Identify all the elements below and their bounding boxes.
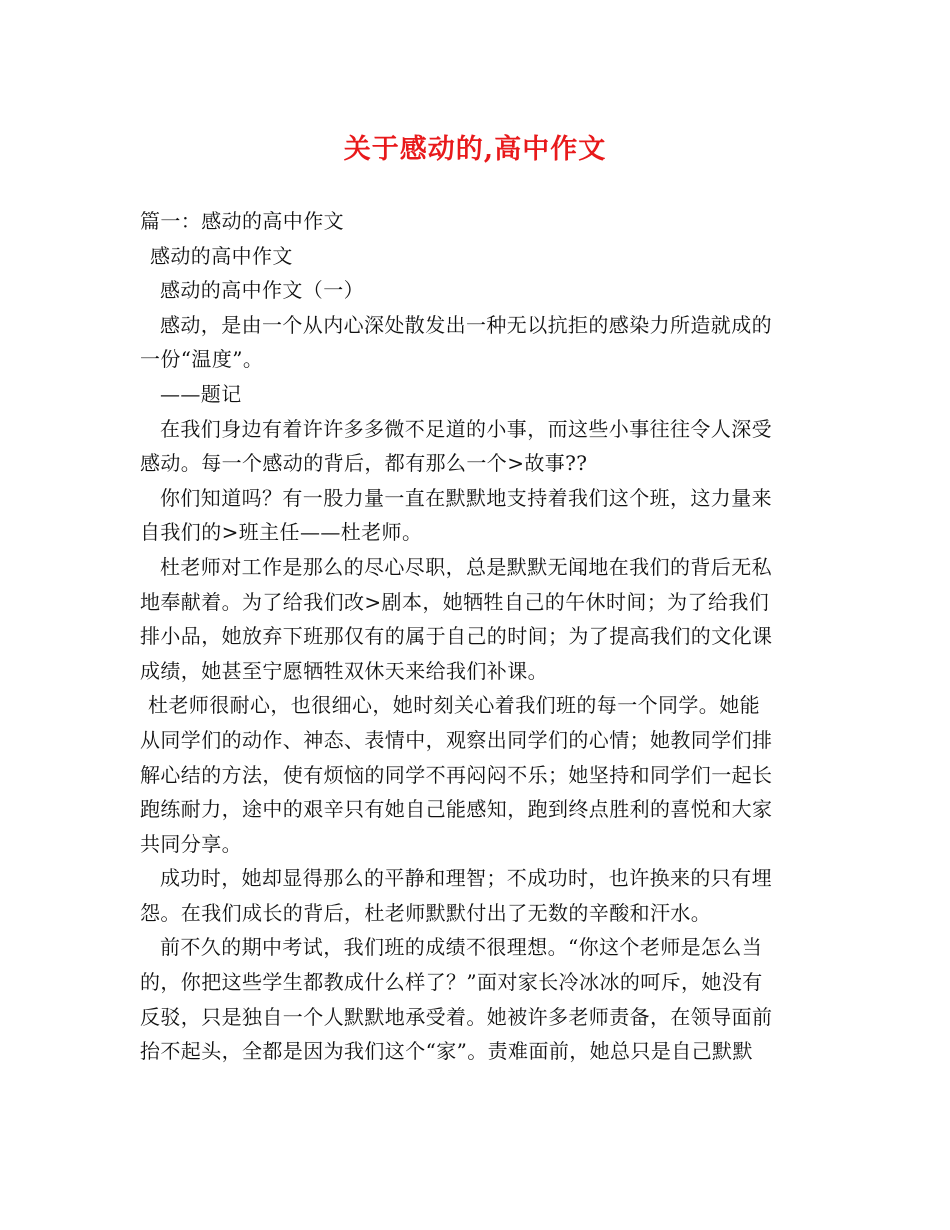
paragraph-line: 成绩，她甚至宁愿牺牲双休天来给我们补课。: [140, 658, 548, 683]
document-title: 关于感动的,高中作文: [343, 134, 607, 165]
paragraph-line: 自我们的>班主任——杜老师。: [140, 520, 423, 545]
paragraph-line: 一份“温度”。: [140, 347, 264, 372]
paragraph-line: 怨。在我们成长的背后，杜老师默默付出了无数的辛酸和汗水。: [140, 900, 712, 925]
essay-subtitle: 感动的高中作文（一）: [160, 278, 364, 303]
paragraph-line: 感动。每一个感动的背后，都有那么一个>故事??: [140, 451, 588, 476]
paragraph-line: 在我们身边有着许许多多微不足道的小事，而这些小事往往令人深受: [160, 416, 772, 441]
section-heading: 篇一：感动的高中作文: [140, 209, 344, 233]
paragraph-line: 从同学们的动作、神态、表情中，观察出同学们的心情；她教同学们排: [140, 727, 773, 752]
document-body: [140, 204, 816, 1069]
paragraph-line: 杜老师很耐心，也很细心，她时刻关心着我们班的每一个同学。她能: [148, 693, 760, 718]
paragraph-line: 抬不起头，全都是因为我们这个“家”。责难面前，她总只是自己默默: [140, 1039, 753, 1064]
paragraph-line: 排小品，她放弃下班那仅有的属于自己的时间；为了提高我们的文化课: [140, 624, 773, 649]
paragraph-line: 解心结的方法，使有烦恼的同学不再闷闷不乐；她坚持和同学们一起长: [140, 762, 773, 787]
paragraph-line: 的，你把这些学生都教成什么样了？”面对家长冷冰冰的呵斥，她没有: [140, 970, 763, 995]
epigraph-attribution: ——题记: [160, 381, 242, 406]
paragraph-line: 你们知道吗？有一股力量一直在默默地支持着我们这个班，这力量来: [160, 485, 772, 510]
paragraph-line: 跑练耐力，途中的艰辛只有她自己能感知，跑到终点胜利的喜悦和大家: [140, 797, 773, 822]
paragraph-line: 成功时，她却显得那么的平静和理智；不成功时，也许换来的只有埋: [160, 866, 772, 891]
paragraph-line: 前不久的期中考试，我们班的成绩不很理想。“你这个老师是怎么当: [160, 935, 763, 960]
paragraph-line: 感动，是由一个从内心深处散发出一种无以抗拒的感染力所造就成的: [160, 312, 772, 337]
essay-title: 感动的高中作文: [150, 243, 293, 268]
paragraph-line: 杜老师对工作是那么的尽心尽职，总是默默无闻地在我们的背后无私: [160, 554, 772, 579]
paragraph-line: 反驳，只是独自一个人默默地承受着。她被许多老师责备，在领导面前: [140, 1004, 773, 1029]
paragraph-line: 共同分享。: [140, 831, 242, 856]
paragraph-line: 地奉献着。为了给我们改>剧本，她牺牲自己的午休时间；为了给我们: [140, 589, 770, 614]
